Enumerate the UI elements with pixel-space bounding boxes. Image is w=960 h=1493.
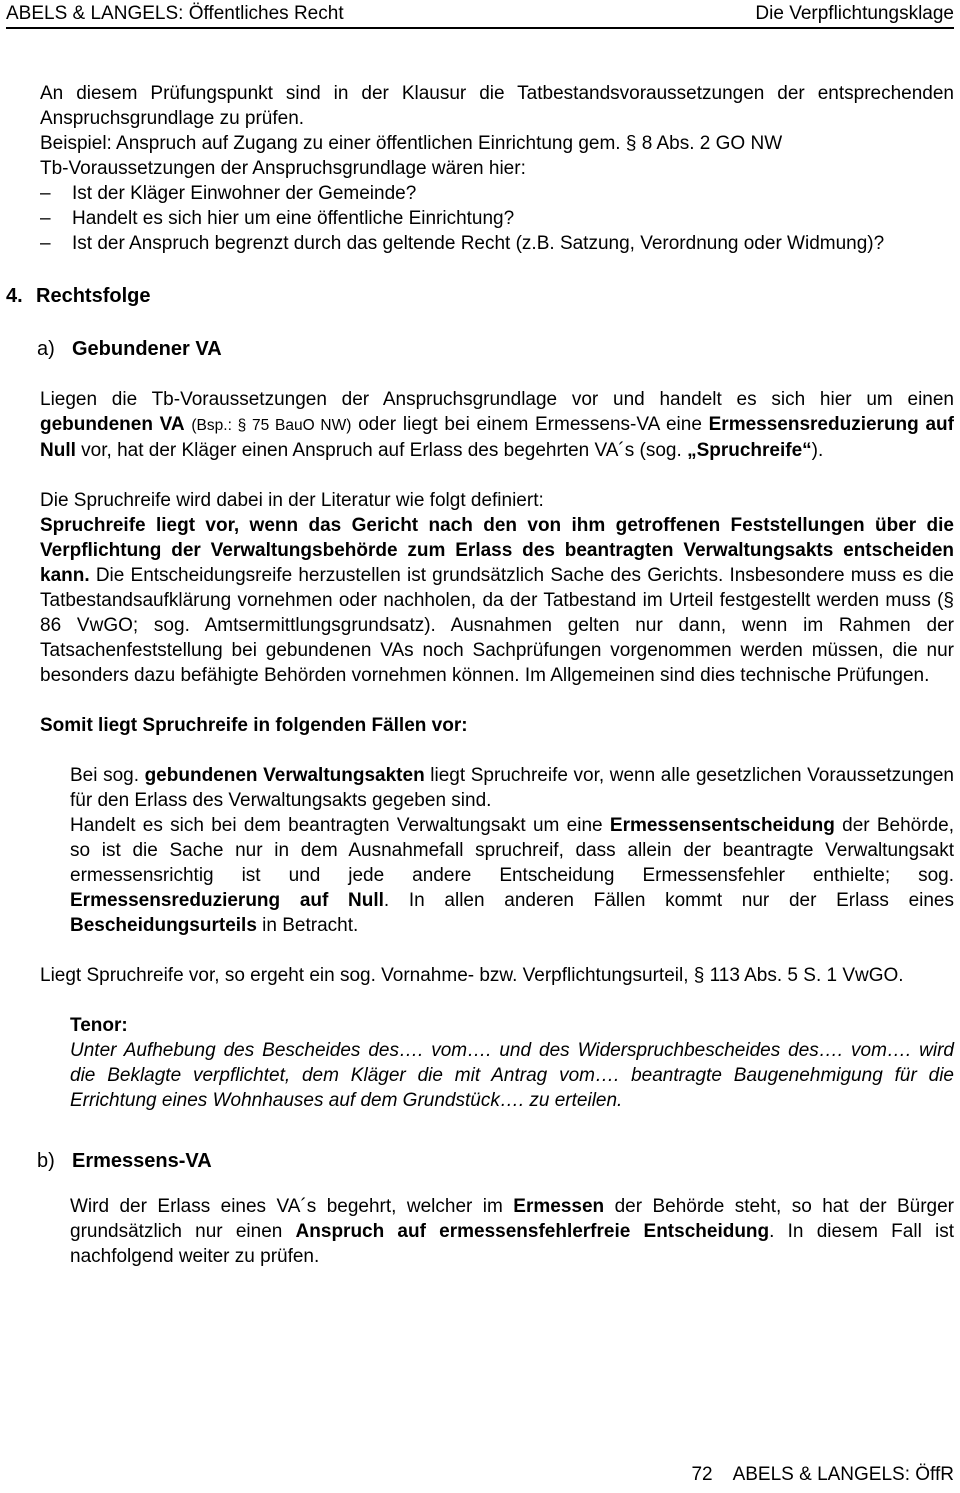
definition-intro-line: Die Spruchreife wird dabei in der Literatur wie folgt definiert: <box>40 490 544 511</box>
paragraph-ermessensentscheidung: Handelt es sich bei dem beantragten Verwaltungsakt um eine Ermessensentscheidung der Behörde, so ist die Sache nur in dem Ausnahmefall spruchreif, dass allein der beantragte Verwaltungsakt ermessensrichtig ist und jede andere Entscheidung Ermessensfehler enthielte; sog. Ermessensreduzierung auf Null. In allen anderen Fällen kommt nur der Erlass eines Bescheidungsurteils in Betracht. <box>70 815 954 936</box>
paragraph-gebundene-verwaltungsakte: Bei sog. gebundenen Verwaltungsakten liegt Spruchreife vor, wenn alle gesetzlichen Voraussetzungen für den Erlass des Verwaltungsakts gegeben sind. <box>70 765 954 811</box>
section-number: 4. <box>6 285 23 307</box>
subsection-title: Ermessens-VA <box>72 1150 212 1172</box>
page-header <box>6 0 954 25</box>
bullet-text: Handelt es sich hier um eine öffentliche Einrichtung? <box>72 208 515 229</box>
header-rule <box>6 27 954 29</box>
paragraph-verpflichtungsurteil: Liegt Spruchreife vor, so ergeht ein sog. Vornahme- bzw. Verpflichtungsurteil, § 113 Abs. 5 S. 1 VwGO. <box>40 965 904 986</box>
subsection-label: b) <box>37 1150 55 1172</box>
example-line: Beispiel: Anspruch auf Zugang zu einer öffentlichen Einrichtung gem. § 8 Abs. 2 GO NW <box>40 133 783 154</box>
section-title: Rechtsfolge <box>36 285 151 307</box>
bullet-item-einrichtung <box>40 206 954 231</box>
bullet-item-einwohner <box>40 181 954 206</box>
bullet-text: Ist der Anspruch begrenzt durch das geltende Recht (z.B. Satzung, Verordnung oder Widmung)? <box>72 233 885 254</box>
tb-requirements-line: Tb-Voraussetzungen der Anspruchsgrundlage wären hier: <box>40 158 526 179</box>
page-footer <box>691 1463 954 1487</box>
bullet-dash: – <box>40 208 51 229</box>
definition-paragraph: Spruchreife liegt vor, wenn das Gericht nach den von ihm getroffenen Feststellungen über die Verpflichtung der Verwaltungsbehörde zum Erlass des beantragten Verwaltungsakts entscheiden kann. Die Entscheidungsreife herzustellen ist grundsätzlich Sache des Gerichts. Insbesondere muss es die Tatbestandsaufklärung vornehmen oder nachholen, da der Tatbestand im Urteil festgestellt werden muss (§ 86 VwGO; sog. Amtsermittlungsgrundsatz). Ausnahmen gelten nur dann, wenn im Rahmen der Tatsachenfeststellung bei gebundenen VAs noch Sachprüfungen vorgenommen werden müssen, die nur besonders dazu befähigte Behörden vornehmen können. Im Allgemeinen sind dies technische Prüfungen. <box>40 515 954 686</box>
tenor-label: Tenor: <box>70 1015 128 1036</box>
section-heading-rechtsfolge <box>6 284 954 309</box>
header-left-title: ABELS & LANGELS: Öffentliches Recht <box>6 3 344 24</box>
paragraph-ermessens-va: Wird der Erlass eines VA´s begehrt, welcher im Ermessen der Behörde steht, so hat der Bürger grundsätzlich nur einen Anspruch auf ermessensfehlerfreie Entscheidung. In diesem Fall ist nachfolgend weiter zu prüfen. <box>70 1196 955 1267</box>
document-body <box>6 81 954 1269</box>
bullet-dash: – <box>40 183 51 204</box>
tenor-text: Unter Aufhebung des Bescheides des…. vom…. und des Widerspruchbescheides des…. vom…. wird die Beklagte verpflichtet, dem Kläger die mit Antrag vom…. beantragte Baugenehmigung für die Errichtung eines Wohnhauses auf dem Grundstück…. zu erteilen. <box>70 1040 954 1111</box>
spruchreife-cases-heading: Somit liegt Spruchreife in folgenden Fällen vor: <box>40 715 468 736</box>
subsection-a-heading <box>37 337 954 362</box>
bullet-dash: – <box>40 233 51 254</box>
intro-paragraph: An diesem Prüfungspunkt sind in der Klausur die Tatbestandsvoraussetzungen der entsprechenden Anspruchsgrundlage zu prüfen. <box>40 83 954 129</box>
footer-page-number: 72 <box>691 1464 713 1485</box>
header-right-title: Die Verpflichtungsklage <box>755 3 954 24</box>
subsection-title: Gebundener VA <box>72 338 222 360</box>
subsection-label: a) <box>37 338 55 360</box>
bullet-text: Ist der Kläger Einwohner der Gemeinde? <box>72 183 417 204</box>
subsection-b-heading <box>37 1149 954 1174</box>
bullet-item-begrenzung <box>40 231 954 256</box>
paragraph-gebundener-va: Liegen die Tb-Voraussetzungen der Anspruchsgrundlage vor und handelt es sich hier um einen gebundenen VA (Bsp.: § 75 BauO NW) oder liegt bei einem Ermessens-VA eine Ermessensreduzierung auf Null vor, hat der Kläger einen Anspruch auf Erlass des begehrten VA´s (sog. „Spruchreife“). <box>40 389 954 461</box>
footer-brand: ABELS & LANGELS: ÖffR <box>732 1464 954 1485</box>
